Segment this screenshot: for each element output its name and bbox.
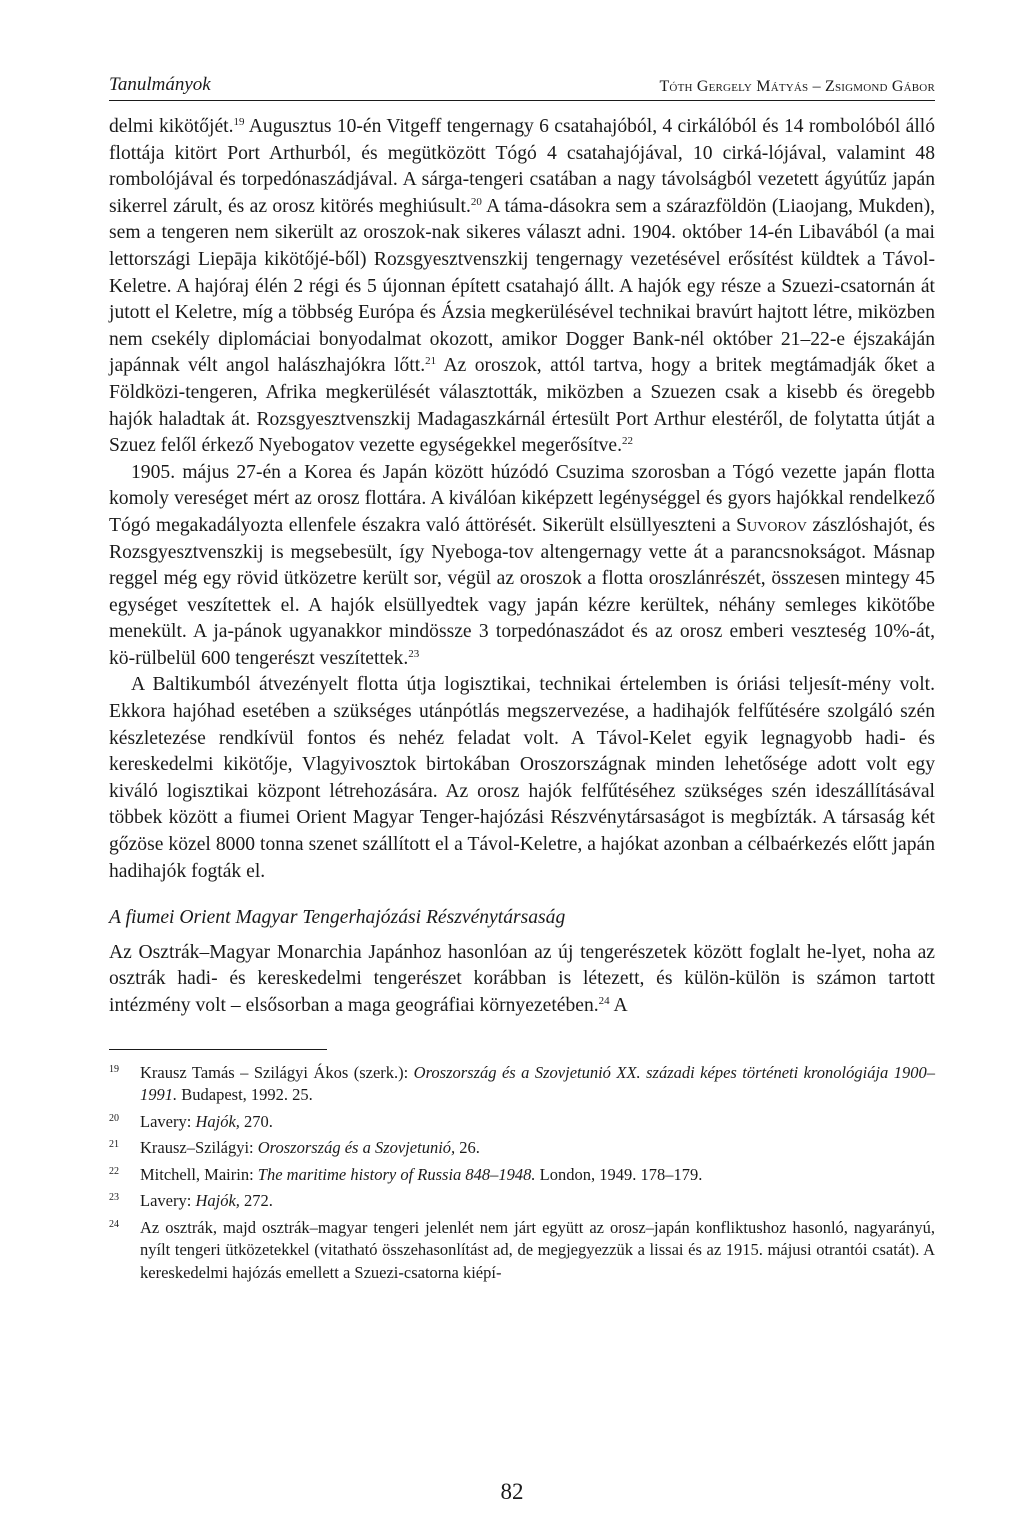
footnote-ref: 24 — [598, 995, 610, 1007]
section-subheading: A fiumei Orient Magyar Tengerhajózási Részvénytársaság — [109, 907, 566, 929]
author-names: Tóth Gergely Mátyás – Zsigmond Gábor — [659, 78, 935, 95]
footnote: $^{23}$ Lavery: Hajók, 272. — [109, 1191, 273, 1211]
ship-name: Suvorov — [736, 514, 807, 536]
page — [109, 72, 935, 1288]
paragraph: 1905. május 27-én a Korea és Japán között húzódó Csuzima szorosban a Tógó vezette japán flotta komoly vereséget mért az orosz flottára. A kiválóan kiképzett legénységgel és gyors hajókkal rendelkező Tógó megakadályozta ellenfele északra való áttörését. Sikerült elsüllyeszteni a Suvorov zászlóshajót, és Rozsgyesztvenszkij is megsebesült, így Nyeboga-tov altengernagy vette át a parancsnokságot. Másnap reggel még egy rövid ütközetre került sor, végül az oroszok a flotta oroszlánrészét, összesen mintegy 45 egységet veszítettek el. A hajók elsüllyedtek vagy japán kézre kerültek, néhány semleges kikötőbe menekült. A ja-pánok ugyanakkor mindössze 3 torpedónaszádot és az orosz emberi veszteség 10%-át, kö-rülbelül 600 tengerészt veszítettek.$^{23}$ — [109, 461, 935, 669]
footnote: $^{21}$ Krausz–Szilágyi: Oroszország és a Szovjetunió, 26. — [109, 1138, 480, 1158]
footnote-ref: 21 — [425, 355, 437, 368]
section-title: Tanulmányok — [109, 74, 211, 95]
footnote-ref: 23 — [408, 647, 420, 660]
footnote-ref: 20 — [470, 195, 482, 208]
footnote: $^{19}$ Krausz Tamás – Szilágyi Ákos (szerk.): Oroszország és a Szovjetunió XX. századi képes történeti kronológiája 1900–1991. Budapest, 1992. 25. — [109, 1062, 935, 1105]
footnote: $^{24}$ Az osztrák, majd osztrák–magyar tengeri jelenlét nem járt együtt az orosz–japán konfliktushoz hasonló, nagyarányú, nyílt tengeri ütközetekkel (vitatható összehasonlítást ad, de megjegyezzük a lissai és az 1915. májusi otrantói csatát). A kereskedelmi hajózás emellett a Szuezi-csatorna kiépí- — [109, 1217, 935, 1282]
footnote-separator — [109, 1049, 327, 1050]
paragraph: Az Osztrák–Magyar Monarchia Japánhoz hasonlóan az új tengerészetek között foglalt he-lyet, noha az osztrák hadi- és kereskedelmi tengerészet korábban is létezett, és külön-külön is számon tartott intézmény volt – elsősorban a maga geográfiai környezetében.$^{24}$ A — [109, 941, 935, 1016]
page-number: 82 — [500, 1479, 524, 1504]
footnote: $^{20}$ Lavery: Hajók, 270. — [109, 1111, 273, 1131]
footnote-ref: 19 — [233, 116, 245, 128]
body-text — [109, 114, 935, 1020]
paragraph: A Baltikumból átvezényelt flotta útja logisztikai, technikai értelemben is óriási teljesít-mény volt. Ekkora hajóhad esetében a szükséges utánpótlás megszervezése, a hadihajók felfűtésére szolgáló szén készletezése rendkívül fontos és nehéz feladat volt. A Távol-Kelet egyik legnagyobb hadi- és kereskedelmi kikötője, Vlagyivosztok birtokában Oroszországnak minden lehetősége adott volt egy kiváló logisztikai központ létrehozására. Az orosz hajók felfűtéséhez szükséges szén ideszállításával többek között a fiumei Orient Magyar Tenger-hajózási Részvénytársaságot is megbízták. A társaság két gőzöse közel 8000 tonna szenet szállított el a Távol-Keletre, a hajókat azonban a célbaérkezés előtt japán hadihajók fogták el. — [109, 674, 935, 882]
footnote-ref: 22 — [622, 435, 634, 448]
running-header — [109, 72, 935, 101]
footnotes — [109, 1062, 935, 1285]
paragraph: delmi kikötőjét.$^{19}$ Augusztus 10-én Vitgeff tengernagy 6 csatahajóból, 4 cirkálóból és 14 rombolóból álló flottája kitört Port Arthurból, és megütközött Tógó 4 csatahajójával, 10 cirká-lójával, valamint 48 rombolójával és torpedónaszádjával. A sárga-tengeri csatában a nagy távolságból vezetett ágyútűz japán sikerrel zárult, és az orosz kitörés meghiúsult.$^{20}$ A táma-dásokra sem a szárazföldön (Liaojang, Mukden), sem a tengeren nem sikerült az oroszok-nak sikeres választ adni. 1904. október 14-én Libavából (a mai lettországi Liepāja kikötőjé-ből) Rozsgyesztvenszkij tengernagy vezetésével erősítést küldtek a Távol-Keletre. A hajóraj élén 2 régi és 5 újonnan épített csatahajó állt. A hajók egy része a Szuezi-csatornán át jutott el Keletre, míg a többség Európa és Ázsia megkerülésével technikai bravúrt hajtott létre, miközben nem csekély diplomáciai bonyodalmat okozott, amikor Dogger Bank-nél október 21–22-e éjszakáján japánnak vélt angol halászhajókra lőtt.$^{21}$ Az oroszok, attól tartva, hogy a britek megtámadják őket a Földközi-tengeren, Afrika megkerülését választották, miközben a Szuezen csak a kisebb és öregebb hajók haladtak át. Rozsgyesztvenszkij Madagaszkárnál értesült Port Arthur elestéről, de folytatta útját a Szuez felől érkező Nyebogatov vezette egységekkel megerősítve.$^{22}$ — [109, 116, 936, 457]
footnote: $^{22}$ Mitchell, Mairin: The maritime history of Russia 848–1948. London, 1949. 178–179. — [109, 1164, 703, 1184]
